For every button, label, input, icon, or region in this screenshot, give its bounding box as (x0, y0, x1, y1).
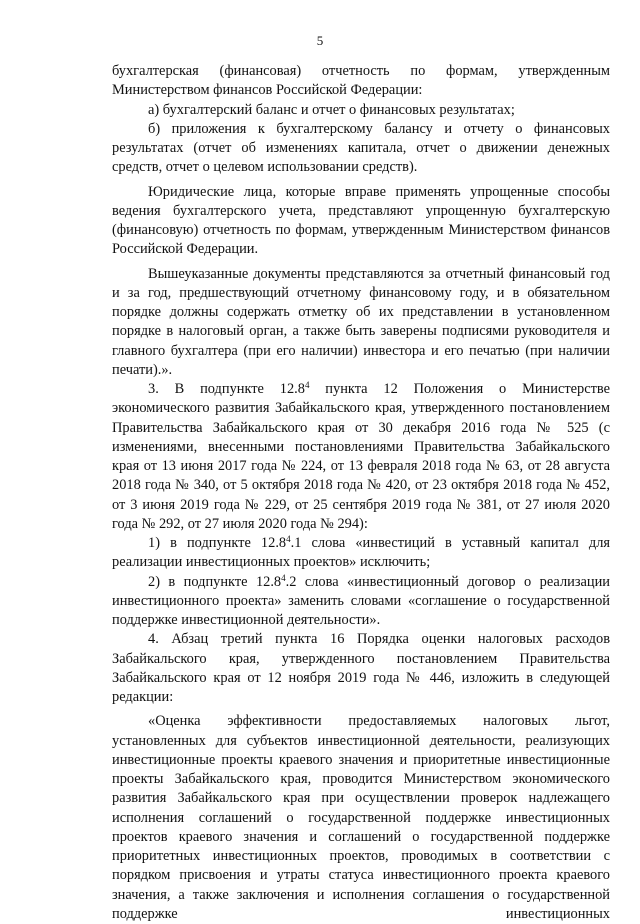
subclause-2-text-end: .2 слова «инвестиционный договор о реализации инвестиционного проекта» заменить словами «соглашение о государственной поддержке инвестиционной деятельности». (112, 573, 610, 628)
clause-3-text-start: 3. В подпункте 12.8 (148, 381, 305, 397)
subclause-1-text-start: 1) в подпункте 12.8 (148, 535, 287, 551)
paragraph-simplified-accounting: Юридические лица, которые вправе применять упрощенные способы ведения бухгалтерского учета, представляют упрощенную бухгалтерскую (финансовую) отчетность по формам, утвержденным Министерством финансов Российской Федерации. (112, 183, 610, 258)
paragraph-efficiency-assessment: «Оценка эффективности предоставляемых налоговых льгот, установленных для субъектов инвестиционной деятельности, реализующих инвестиционные проекты краевого значения и приоритетные инвестиционные проекты Забайкальского края, проводится Министерством экономического развития Забайкальского края при осуществлении проверок надлежащего исполнения соглашений о государственной поддержке инвестиционных проектов краевого значения и соглашений о государственной поддержке приоритетных инвестиционных проектов, проводимых в соответствии с порядком присвоения и утраты статуса инвестиционного проекта краевого значения, а также заключения и исполнения соглашения о государственной поддержке инвестиционных (112, 713, 610, 922)
paragraph-clause-3 (112, 380, 610, 534)
clause-3-text-end: пункта 12 Положения о Министерстве экономического развития Забайкальского края, утвержденного постановлением Правительства Забайкальского края от 30 декабря 2016 года № 525 (с изменениями, внесенными постановлениями Правительства Забайкальского края от 13 июня 2017 года № 224, от 13 февраля 2018 года № 63, от 28 августа 2018 года № 340, от 5 октября 2018 года № 420, от 23 октября 2018 года № 452, от 3 июня 2019 года № 229, от 25 сентября 2019 года № 381, от 27 июля 2020 года № 292, от 27 июля 2020 года № 294): (112, 381, 610, 532)
subclause-2-text-start: 2) в подпункте 12.8 (148, 573, 282, 590)
subclause-1-superscript: 4 (286, 534, 291, 544)
page-number: 5 (316, 33, 324, 48)
subclause-1-text-end: .1 слова «инвестиций в уставный капитал для реализации инвестиционных проектов» исключить; (112, 535, 611, 571)
paragraph-item-a: а) бухгалтерский баланс и отчет о финансовых результатах; (148, 101, 515, 118)
paragraph-subclause-2 (112, 573, 610, 631)
subclause-2-superscript: 4 (281, 572, 286, 583)
clause-3-superscript: 4 (304, 380, 310, 390)
paragraph-subclause-1 (112, 534, 610, 573)
document-body (112, 62, 610, 924)
paragraph-clause-4: 4. Абзац третий пункта 16 Порядка оценки налоговых расходов Забайкальского края, утвержденного постановлением Правительства Забайкальского края от 12 ноября 2019 года № 446, изложить в следующей редакции: (112, 631, 610, 705)
paragraph-reporting-forms: бухгалтерская (финансовая) отчетность по формам, утвержденным Министерством финансов Российской Федерации: (112, 63, 610, 99)
paragraph-item-b: б) приложения к бухгалтерскому балансу и отчету о финансовых результатах (отчет об изменениях капитала, отчет о движении денежных средств, отчет о целевом использовании средств). (112, 120, 610, 176)
paragraph-documents-submission: Вышеуказанные документы представляются за отчетный финансовый год и за год, предшествующий отчетному финансовому году, и в обязательном порядке должны содержать отметку об их представлении в установленном порядке в налоговый орган, а также быть заверены подписями руководителя и главного бухгалтера (при его наличии) инвестора и его печатью (при наличии печати).». (112, 265, 610, 378)
